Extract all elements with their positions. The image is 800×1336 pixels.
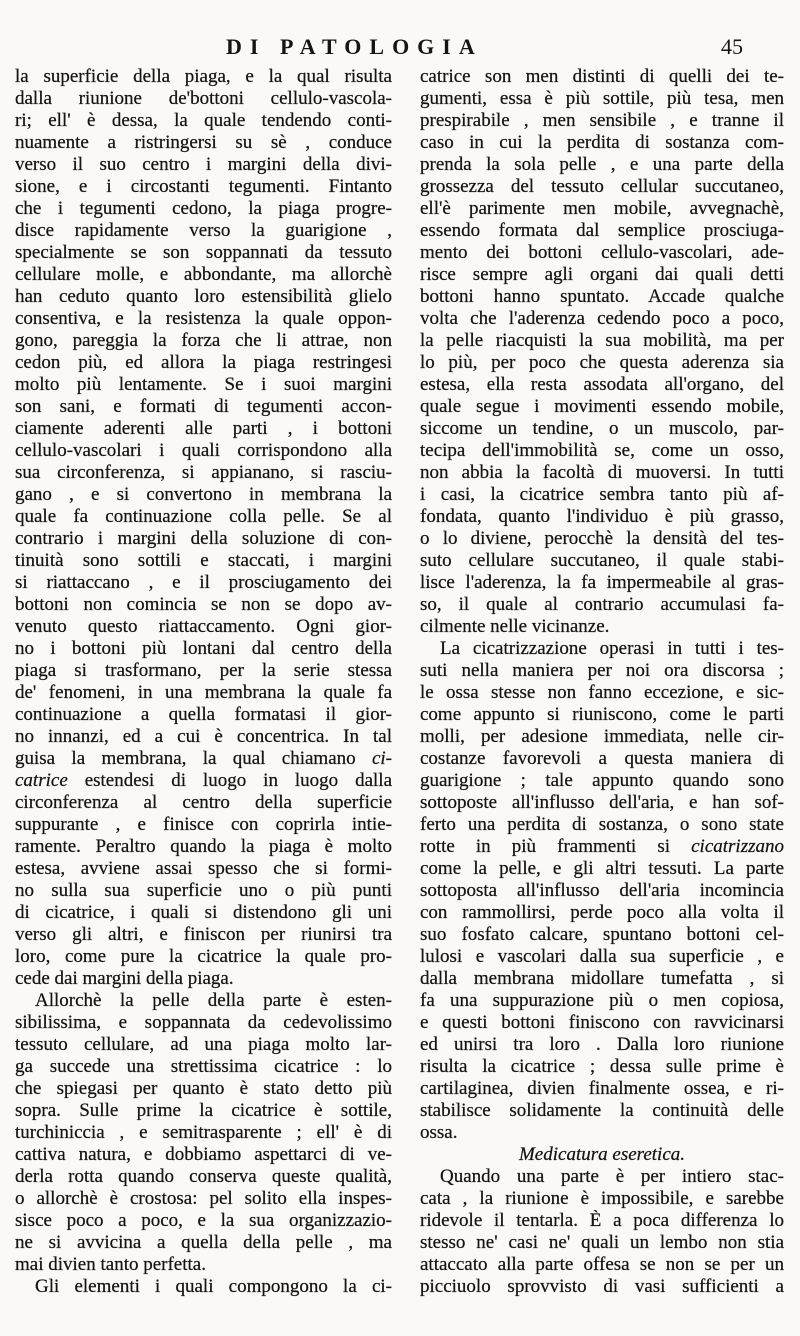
text-line: suppurante , e finisce con coprirla intie-	[15, 814, 392, 835]
text-line: risulta la cicatrice ; dessa sulle prime è	[420, 1056, 784, 1077]
text-line: molli, per adesione immediata, nelle cir-	[420, 726, 784, 747]
text-line: sibilissima, e soppannata da cedevolissimo	[15, 1012, 392, 1033]
text-line: grossezza del tessuto cellular succutaneo,	[420, 176, 784, 197]
text-line: molto più lentamente. Se i suoi margini	[15, 374, 392, 395]
text-line: cellulare molle, e abbondante, ma allorchè	[15, 264, 392, 285]
section-heading: Medicatura eseretica.	[518, 1144, 686, 1165]
text-line: sione, e i circostanti tegumenti. Fintanto	[15, 176, 392, 197]
text-line: quale fa continuazione colla pelle. Se al	[15, 506, 392, 527]
left-column	[15, 66, 392, 1298]
text-line: quale segue i movimenti essendo mobile,	[420, 396, 784, 417]
running-head-title: DI PATOLOGIA	[226, 34, 483, 59]
text-line: tinuità sono sottili e staccati, i margini	[15, 550, 392, 571]
text-line: lulosi e vascolari dalla sua superficie , e	[420, 946, 784, 967]
text-line: sopra. Sulle prime la cicatrice è sottile,	[15, 1100, 392, 1121]
text-line: ramente. Peraltro quando la piaga è molto	[15, 836, 392, 857]
paragraph-start-line: Gli elementi i quali compongono la ci-	[35, 1276, 392, 1297]
paragraph-end-line: ossa.	[420, 1122, 458, 1143]
text-line: consentiva, e la resistenza la quale oppon-	[15, 308, 392, 329]
text-line: gono, pareggia la forza che li attrae, non	[15, 330, 392, 351]
text-line: continuazione a quella formatasi il gior-	[15, 704, 392, 725]
right-column	[420, 66, 784, 1298]
text-line: essendo formata dal semplice prosciuga-	[420, 220, 784, 241]
text-line: ciamente aderenti alle parti , i bottoni	[15, 418, 392, 439]
italic-term: ci-	[371, 748, 392, 769]
text-line: catrice son men distinti di quelli dei te-	[420, 66, 784, 87]
text-line: cedon più, ed allora la piaga restringesi	[15, 352, 392, 373]
text-line: tecipa dell'immobilità se, come un osso,	[420, 440, 784, 461]
text-line: fondata, quanto l'individuo è più grasso,	[420, 506, 784, 527]
text-line: le ossa stesse non fanno eccezione, e sic-	[420, 682, 784, 703]
text-line: no innanzi, ed a cui è concentrica. In tal	[15, 726, 392, 747]
text-line: fa una suppurazione più o men copiosa,	[420, 990, 784, 1011]
text-line: lo più, per poco che questa aderenza sia	[420, 352, 784, 373]
text-line: specialmente se son soppannati da tessuto	[15, 242, 392, 263]
text-line: cattiva natura, e dobbiamo aspettarci di ve-	[15, 1144, 392, 1165]
text-line: son sani, e formati di tegumenti accon-	[15, 396, 392, 417]
text-line: no i bottoni più lontani dal centro della	[15, 638, 392, 659]
text-line: stabilisce solidamente la continuità delle	[420, 1100, 784, 1121]
text-line: suo fosfato calcare, spuntano bottoni cel-	[420, 924, 784, 945]
text-line: come appunto si riuniscono, come le parti	[420, 704, 784, 725]
text-line: o allorchè è crostosa: pel solito ella inspes-	[15, 1188, 392, 1209]
text-line: che spiegasi per quanto è stato detto più	[15, 1078, 392, 1099]
paragraph-start-line: La cicatrizzazione operasi in tutti i tes-	[440, 638, 784, 659]
text-line: costanze favorevoli a questa maniera di	[420, 748, 784, 769]
paragraph-end-line: mai divien tanto perfetta.	[15, 1254, 206, 1275]
text-line: stesso ne' casi ne' quali un lembo non stia	[420, 1232, 784, 1253]
text-line: risce sempre agli organi dai quali detti	[420, 264, 784, 285]
text-line: cellulo-vascolari i quali corrispondono alla	[15, 440, 392, 461]
text-line: cata , la riunione è impossibile, e sarebbe	[420, 1188, 784, 1209]
line-text: guisa la membrana, la qual chiamano	[15, 748, 372, 769]
text-line: non abbia la facoltà di muoversi. In tutti	[420, 462, 784, 483]
text-line: de' fenomeni, in una membrana la quale fa	[15, 682, 392, 703]
text-line: ridevole il tentarla. È a poca differenza lo	[420, 1210, 784, 1231]
text-line: no sulla sua superficie uno o più punti	[15, 880, 392, 901]
text-line: verso il suo centro i margini della divi-	[15, 154, 392, 175]
text-line: han ceduto quanto loro estensibilità glielo	[15, 286, 392, 307]
text-line: circonferenza al centro della superficie	[15, 792, 392, 813]
text-line: sottoposte all'influsso dell'aria, e han sof-	[420, 792, 784, 813]
text-line: ell'è parimente men mobile, avvegnachè,	[420, 198, 784, 219]
text-line: sua circonferenza, si appianano, si rasciu-	[15, 462, 392, 483]
text-line: sottoposta all'influsso dell'aria incomincia	[420, 880, 784, 901]
text-line: la superficie della piaga, e la qual risulta	[15, 66, 392, 87]
paragraph-end-line: cilmente nelle vicinanze.	[420, 616, 610, 637]
text-line: ferto una perdita di sostanza, o sono state	[420, 814, 784, 835]
text-line: derla rotta quando conserva queste qualità,	[15, 1166, 392, 1187]
text-line: o lo diviene, perocchè la densità del tes-	[420, 528, 784, 549]
text-line: la pelle riacquisti la sua mobilità, ma per	[420, 330, 784, 351]
text-line: prespirabile , men sensibile , e tranne il	[420, 110, 784, 131]
page-number: 45	[721, 34, 743, 59]
text-line: estesa, avviene assai spesso che si formi-	[15, 858, 392, 879]
text-line: siccome un tendine, o un muscolo, par-	[420, 418, 784, 439]
text-line: bottoni non comincia se non se dopo av-	[15, 594, 392, 615]
text-line: e questi bottoni finiscono con ravvicinarsi	[420, 1012, 784, 1033]
italic-term: catrice	[15, 770, 68, 791]
text-line: ed unirsi tra loro . Dalla loro riunione	[420, 1034, 784, 1055]
text-line: che i tegumenti cedono, la piaga progre-	[15, 198, 392, 219]
text-line: verso gli altri, e finiscon per riunirsi tra	[15, 924, 392, 945]
text-line: ga succede una strettissima cicatrice : lo	[15, 1056, 392, 1077]
line-text: estendesi di luogo in luogo dalla	[67, 770, 392, 791]
text-line	[15, 770, 392, 792]
text-line: disce rapidamente verso la guarigione ,	[15, 220, 392, 241]
text-line: caso in cui la perdita di sostanza com-	[420, 132, 784, 153]
text-line: sisce poco a poco, e la sua organizzazio-	[15, 1210, 392, 1231]
text-line: estesa, ella resta assodata all'organo, del	[420, 374, 784, 395]
text-line	[420, 836, 784, 858]
text-line: suto cellulare succutaneo, il quale stabi-	[420, 550, 784, 571]
text-line: come la pelle, e gli altri tessuti. La parte	[420, 858, 784, 879]
text-line: dalla membrana midollare tumefatta , si	[420, 968, 784, 989]
text-line: contrario i margini della soluzione di con-	[15, 528, 392, 549]
text-line: lisce l'aderenza, la fa impermeabile al gras-	[420, 572, 784, 593]
text-line: tessuto cellulare, ad una piaga molto lar-	[15, 1034, 392, 1055]
text-line: volta che l'aderenza cedendo poco a poco,	[420, 308, 784, 329]
italic-term: cicatrizzano	[691, 836, 784, 857]
text-line: suti nella maniera per noi ora discorsa ;	[420, 660, 784, 681]
text-line: cartilaginea, divien finalmente ossea, e ri-	[420, 1078, 784, 1099]
text-line: loro, come pure la cicatrice la quale pro-	[15, 946, 392, 967]
paragraph-start-line: Allorchè la pelle della parte è esten-	[35, 990, 392, 1011]
text-line: guarigione ; tale appunto quando sono	[420, 770, 784, 791]
paragraph-end-line: cede dai margini della piaga.	[15, 968, 234, 989]
text-line: attaccato alla parte offesa se non se per un	[420, 1254, 784, 1275]
text-line: piaga si trasformano, per la serie stessa	[15, 660, 392, 681]
text-line: ri; ell' è dessa, la quale tendendo conti-	[15, 110, 392, 131]
text-line: nuamente a ristringersi su sè , conduce	[15, 132, 392, 153]
text-line: gumenti, essa è più sottile, più tesa, men	[420, 88, 784, 109]
text-line: con rammollirsi, perde poco alla volta il	[420, 902, 784, 923]
text-line: mento dei bottoni cellulo-vascolari, ade-	[420, 242, 784, 263]
text-line	[15, 748, 392, 770]
text-line: picciuolo sprovvisto di vasi sufficienti a	[420, 1276, 784, 1297]
text-line: venuto questo riattaccamento. Ogni gior-	[15, 616, 392, 637]
text-line: gano , e si convertono in membrana la	[15, 484, 392, 505]
text-line: turchiniccia , e semitrasparente ; ell' è di	[15, 1122, 392, 1143]
text-line: prenda la sola pelle , e una parte della	[420, 154, 784, 175]
text-line: si riattaccano , e il prosciugamento dei	[15, 572, 392, 593]
text-line: i casi, la cicatrice sembra tanto più af-	[420, 484, 784, 505]
text-line: di cicatrice, i quali si distendono gli uni	[15, 902, 392, 923]
line-text: rotte in più frammenti si	[420, 836, 692, 857]
paragraph-start-line: Quando una parte è per intiero stac-	[440, 1166, 784, 1187]
text-line: ne si avvicina a quella della pelle , ma	[15, 1232, 392, 1253]
text-line: bottoni hanno spuntato. Accade qualche	[420, 286, 784, 307]
text-line: so, il quale al contrario accumulasi fa-	[420, 594, 784, 615]
text-line: dalla riunione de'bottoni cellulo-vascola-	[15, 88, 392, 109]
